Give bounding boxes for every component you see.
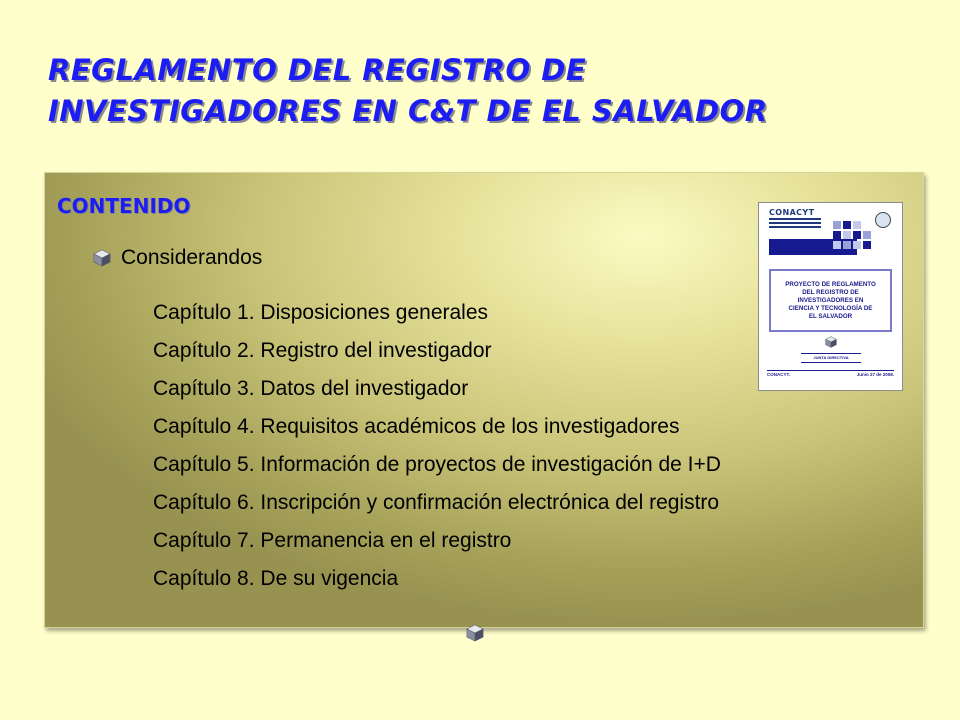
document-junta-label: JUNTA DIRECTIVA [801, 353, 861, 363]
document-title-line-5: EL SALVADOR [808, 312, 853, 320]
document-title-box [769, 269, 892, 332]
considerandos-item [93, 246, 262, 270]
document-footer-date: Junio 27 de 2008. [856, 372, 894, 377]
chapter-item-8: Capítulo 8. De su vigencia [153, 567, 399, 590]
slide-title-line-1: REGLAMENTO DEL REGISTRO DE [48, 53, 587, 87]
document-cube-icon [825, 336, 837, 348]
cube-bullet-icon [93, 249, 111, 267]
document-logo-stripes [769, 218, 821, 230]
document-title-line-2: DEL REGISTRO DE [802, 288, 859, 296]
document-title-line-1: PROYECTO DE REGLAMENTO [785, 280, 876, 288]
chapter-list [153, 294, 721, 598]
considerandos-label: Considerandos [121, 246, 263, 269]
chapter-item-2: Capítulo 2. Registro del investigador [153, 339, 492, 362]
document-logo-text: CONACYT [769, 208, 815, 217]
document-title [785, 281, 876, 321]
chapter-item-7: Capítulo 7. Permanencia en el registro [153, 529, 512, 552]
document-title-line-4: CIENCIA Y TECNOLOGÍA DE [788, 304, 873, 312]
document-title-line-3: INVESTIGADORES EN [797, 296, 864, 304]
document-footer-org: CONACYT. [767, 372, 791, 377]
chapter-item-1: Capítulo 1. Disposiciones generales [153, 301, 489, 324]
content-panel [44, 172, 924, 628]
document-cover-thumbnail [758, 202, 903, 391]
chapter-item-6: Capítulo 6. Inscripción y confirmación electrónica del registro [153, 491, 720, 514]
coat-of-arms-icon [875, 212, 891, 228]
contents-heading: CONTENIDO [57, 194, 191, 218]
chapter-item-4: Capítulo 4. Requisitos académicos de los investigadores [153, 415, 680, 438]
slide-title [48, 50, 928, 132]
document-footer-rule [767, 370, 894, 371]
cube-bullet-icon [466, 624, 484, 642]
chapter-item-5: Capítulo 5. Información de proyectos de investigación de I+D [153, 453, 721, 476]
chapter-item-3: Capítulo 3. Datos del investigador [153, 377, 469, 400]
slide-title-line-2: INVESTIGADORES EN C&T DE EL SALVADOR [48, 94, 768, 128]
